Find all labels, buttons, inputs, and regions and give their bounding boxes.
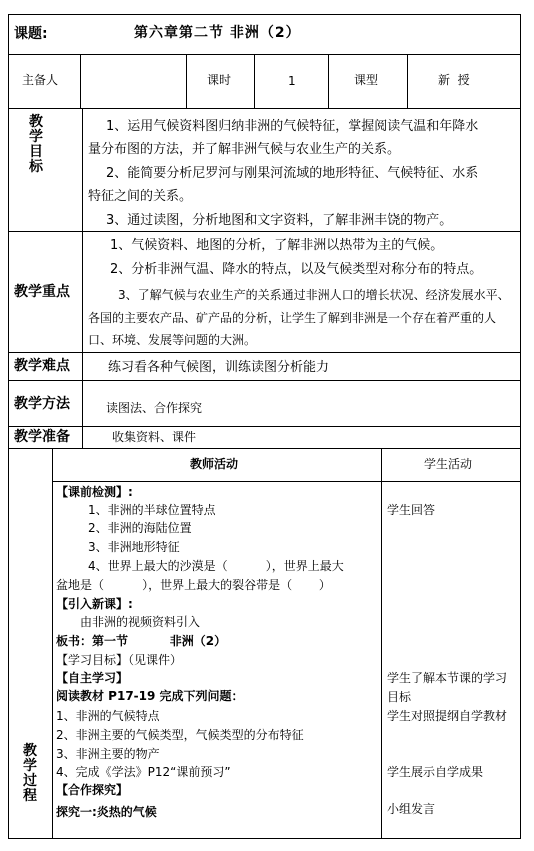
info-col-divider (328, 54, 329, 108)
methods-text: 读图法、合作探究 (106, 401, 203, 415)
row-divider (8, 448, 521, 449)
key-point-line: 各国的主要农产品、矿产品的分析，让学生了解到非洲是一个存在着严重的人 (88, 311, 497, 325)
hours-value: 1 (288, 74, 296, 88)
table-border-top (8, 14, 521, 15)
teacher-line: 4、世界上最大的沙漠是（ ），世界上最大 (88, 559, 344, 573)
label-col-divider (82, 108, 83, 426)
info-col-divider (254, 54, 255, 108)
teacher-line: 1、非洲的气候特点 (56, 709, 160, 723)
key-point-line: 3、了解气候与农业生产的关系通过非洲人口的增长状况、经济发展水平、 (118, 288, 510, 302)
objective-line: 2、能简要分析尼罗河与刚果河流域的地形特征、气候特征、水系 (106, 166, 479, 181)
teacher-line-intro-heading: 【引入新课】: (56, 597, 133, 611)
student-line: 学生回答 (387, 503, 436, 517)
key-points-label: 教学重点 (14, 284, 70, 300)
teacher-line-objectives: 【学习目标】（见课件） (56, 653, 183, 667)
teacher-line: 1、非洲的半球位置特点 (88, 503, 216, 517)
teacher-line-cooperation-heading: 【合作探究】 (56, 783, 129, 797)
table-border-bottom (8, 838, 521, 839)
info-col-divider (80, 54, 81, 108)
page-title: 第六章第二节 非洲（2） (134, 25, 301, 41)
hours-label: 课时 (207, 73, 232, 87)
teacher-line: 盆地是（ ），世界上最大的裂谷带是（ ） (56, 578, 331, 592)
teacher-activity-header: 教师活动 (190, 457, 239, 471)
row-divider (8, 231, 521, 232)
process-label: 教学过程 (23, 743, 37, 804)
teacher-line-pretest-heading: 【课前检测】: (56, 485, 133, 499)
table-border-right (520, 14, 521, 839)
teacher-line: 2、非洲的海陆位置 (88, 521, 192, 535)
teacher-student-divider (381, 448, 382, 838)
teacher-line: 2、非洲主要的气候类型，气候类型的分布特征 (56, 728, 304, 742)
preparer-label: 主备人 (22, 73, 59, 87)
objective-line: 特征之间的关系。 (88, 189, 193, 204)
type-label: 课型 (354, 73, 379, 87)
student-line: 小组发言 (387, 802, 436, 816)
teacher-line-board: 板书：第一节 非洲（2） (56, 634, 227, 648)
objective-line: 量分布图的方法，并了解非洲气候与农业生产的关系。 (88, 142, 401, 157)
row-divider (8, 426, 521, 427)
row-divider (8, 108, 521, 109)
info-col-divider (186, 54, 187, 108)
type-value: 新 授 (438, 73, 470, 87)
table-border-left (8, 14, 9, 839)
student-activity-header: 学生活动 (424, 457, 473, 471)
key-point-line: 2、分析非洲气温、降水的特点，以及气候类型对称分布的特点。 (110, 262, 483, 277)
student-line: 学生了解本节课的学习 (387, 671, 508, 685)
process-label-divider (52, 448, 53, 838)
difficulties-text: 练习看各种气候图，训练读图分析能力 (108, 360, 330, 375)
teacher-line-self-study-heading: 【自主学习】 (56, 671, 129, 685)
methods-label: 教学方法 (14, 396, 70, 412)
teacher-line-inquiry: 探究一:炎热的气候 (56, 805, 157, 819)
row-divider (8, 352, 521, 353)
student-line: 目标 (387, 690, 412, 704)
objective-line: 3、通过读图，分析地图和文字资料，了解非洲丰饶的物产。 (106, 213, 453, 228)
teacher-line: 4、完成《学法》P12“课前预习” (56, 765, 231, 779)
key-point-line: 1、气候资料、地图的分析，了解非洲以热带为主的气候。 (110, 238, 444, 253)
row-divider (8, 54, 521, 55)
teacher-line-reading: 阅读教材 P17-19 完成下列问题： (56, 689, 244, 703)
preparation-text: 收集资料、课件 (112, 430, 197, 444)
teacher-line: 3、非洲地形特征 (88, 540, 180, 554)
student-line: 学生对照提纲自学教材 (387, 709, 508, 723)
label-col-divider (82, 426, 83, 448)
teacher-line: 由非洲的视频资料引入 (80, 615, 201, 629)
process-header-divider (52, 481, 521, 482)
objective-line: 1、运用气候资料图归纳非洲的气候特征，掌握阅读气温和年降水 (106, 119, 479, 134)
difficulties-label: 教学难点 (14, 358, 70, 374)
student-line: 学生展示自学成果 (387, 765, 484, 779)
teacher-line: 3、非洲主要的物产 (56, 747, 160, 761)
key-point-line: 口、环境、发展等问题的大洲。 (88, 333, 257, 347)
topic-label: 课题: (14, 26, 48, 42)
preparation-label: 教学准备 (14, 429, 70, 445)
info-col-divider (407, 54, 408, 108)
objectives-label: 教学目标 (29, 114, 43, 175)
row-divider (8, 380, 521, 381)
